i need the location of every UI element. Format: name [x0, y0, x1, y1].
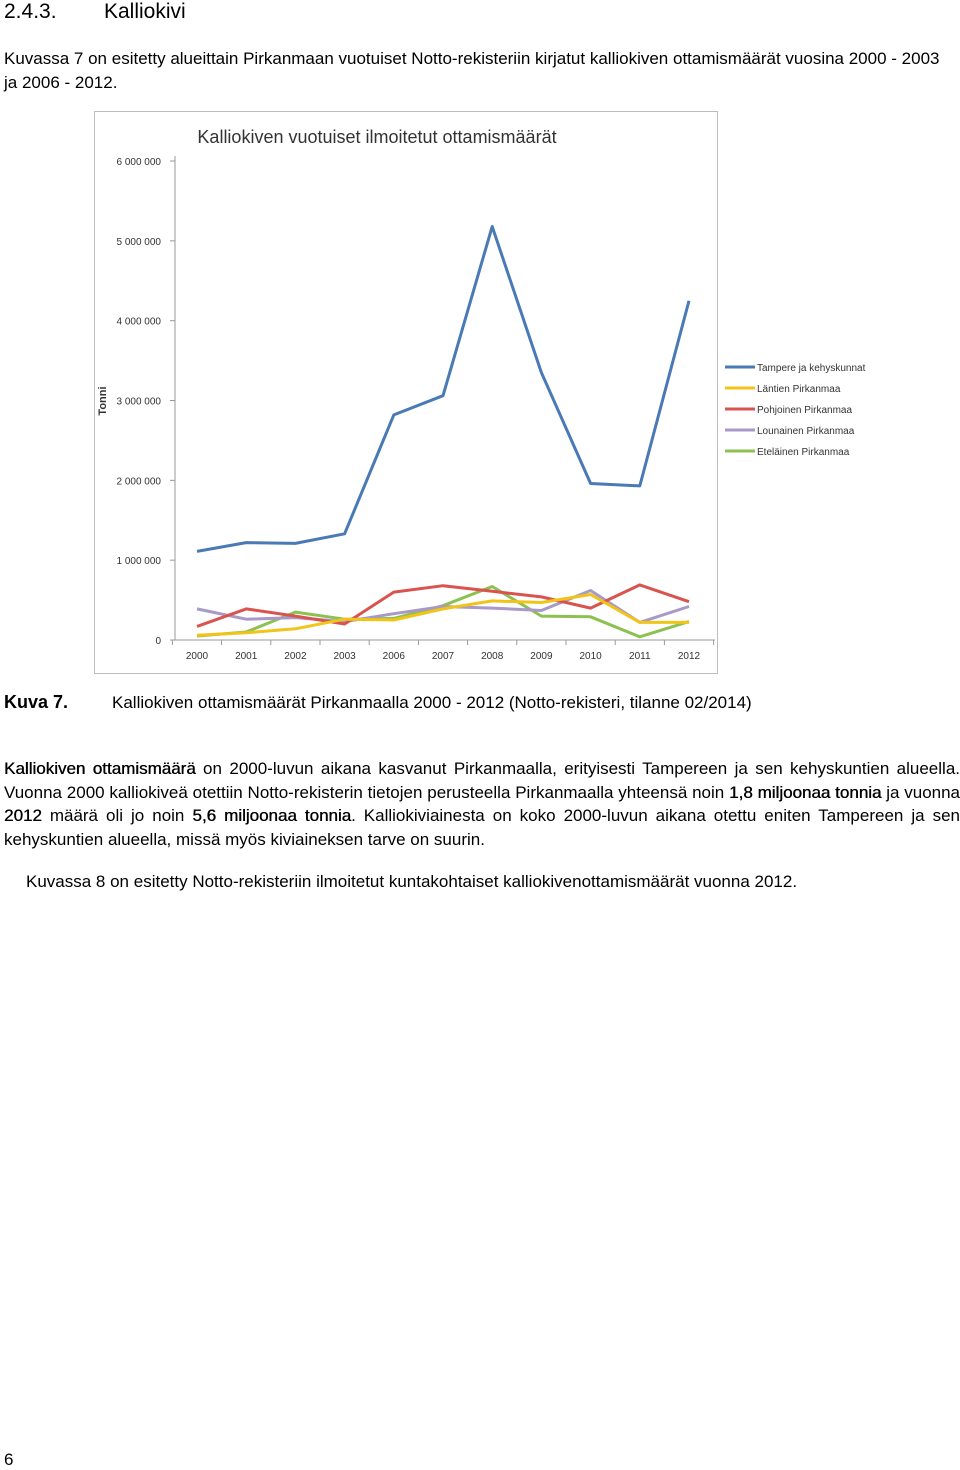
chart-series	[197, 226, 689, 636]
y-tick-label: 5 000 000	[116, 236, 161, 248]
legend-label: Pohjoinen Pirkanmaa	[757, 405, 853, 416]
para-text-6: määrä oli jo noin	[41, 806, 193, 825]
x-tick-label: 2006	[382, 651, 405, 662]
para-emphasis-3: 1,8 miljoonaa tonnia	[729, 782, 882, 802]
line-chart	[80, 111, 866, 676]
para-emphasis-7: 5,6 miljoonaa tonnia	[192, 806, 352, 825]
legend-label: Läntien Pirkanmaa	[757, 384, 841, 395]
x-tick-label: 2011	[629, 651, 651, 662]
caption-text: Kalliokiven ottamismäärät Pirkanmaalla 2000 - 2012 (Notto-rekisteri, tilanne 02/2014)	[112, 693, 752, 712]
figure-caption	[4, 692, 752, 713]
y-tick-label: 2 000 000	[116, 476, 161, 488]
y-tick-label: 4 000 000	[116, 316, 161, 328]
x-tick-label: 2008	[481, 651, 504, 662]
caption-label: Kuva 7.	[4, 692, 69, 712]
y-tick-label: 6 000 000	[116, 157, 161, 168]
x-tick-label: 2010	[579, 651, 602, 662]
para-text-2: on 2000-luvun aikana kasvanut Pirkanmaalla, erityisesti Tampereen ja sen kehyskuntien alueella. Vuonna 2000 kalliokiveä otettiin Notto-rekisterin tietojen perusteella Pirkanmaalla yhteensä noin	[4, 759, 960, 802]
body-paragraph-2: Kuvassa 8 on esitetty Notto-rekisteriin ilmoitetut kuntakohtaiset kalliokivenottamismäärät vuonna 2012.	[26, 872, 798, 891]
chart-title: Kalliokiven vuotuiset ilmoitetut ottamismäärät	[197, 127, 557, 147]
chart-legend	[725, 363, 866, 458]
y-axis-label: Tonni	[97, 386, 109, 416]
x-tick-label: 2012	[677, 651, 701, 662]
para-text-8: . Kalliokiviainesta on koko 2000-luvun aikana otettu eniten Tampereen ja sen kehyskuntien alueella, missä myös kiviaineksen tarve on suurin.	[4, 806, 960, 849]
section-heading	[4, 0, 186, 24]
x-tick-label: 2003	[333, 651, 356, 662]
x-tick-label: 2009	[530, 651, 553, 662]
x-tick-label: 2000	[185, 651, 209, 662]
para-emphasis-5: 2012	[4, 806, 42, 825]
page-number: 6	[4, 1450, 14, 1469]
x-tick-label: 2001	[235, 651, 258, 662]
para-emphasis-1: Kalliokiven ottamismäärä	[4, 759, 196, 778]
y-tick-label: 1 000 000	[116, 556, 161, 568]
y-tick-label: 3 000 000	[116, 396, 161, 408]
body-paragraph	[4, 757, 960, 851]
intro-paragraph: Kuvassa 7 on esitetty alueittain Pirkanmaan vuotuiset Notto-rekisteriin kirjatut kalliokiven ottamismäärät vuosina 2000 - 2003 ja 2006 - 2012.	[4, 49, 940, 92]
para-text-4: ja vuonna	[881, 782, 960, 802]
legend-label: Eteläinen Pirkanmaa	[757, 447, 850, 458]
series-line	[197, 227, 689, 552]
y-tick-label: 0	[155, 636, 161, 647]
x-tick-label: 2002	[284, 651, 307, 662]
chart-axes	[117, 156, 716, 662]
series-line	[197, 595, 689, 636]
section-number: 2.4.3.	[4, 0, 57, 23]
section-title: Kalliokivi	[104, 0, 186, 23]
legend-label: Tampere ja kehyskunnat	[757, 363, 866, 374]
legend-label: Lounainen Pirkanmaa	[757, 426, 855, 437]
x-tick-label: 2007	[431, 651, 455, 662]
